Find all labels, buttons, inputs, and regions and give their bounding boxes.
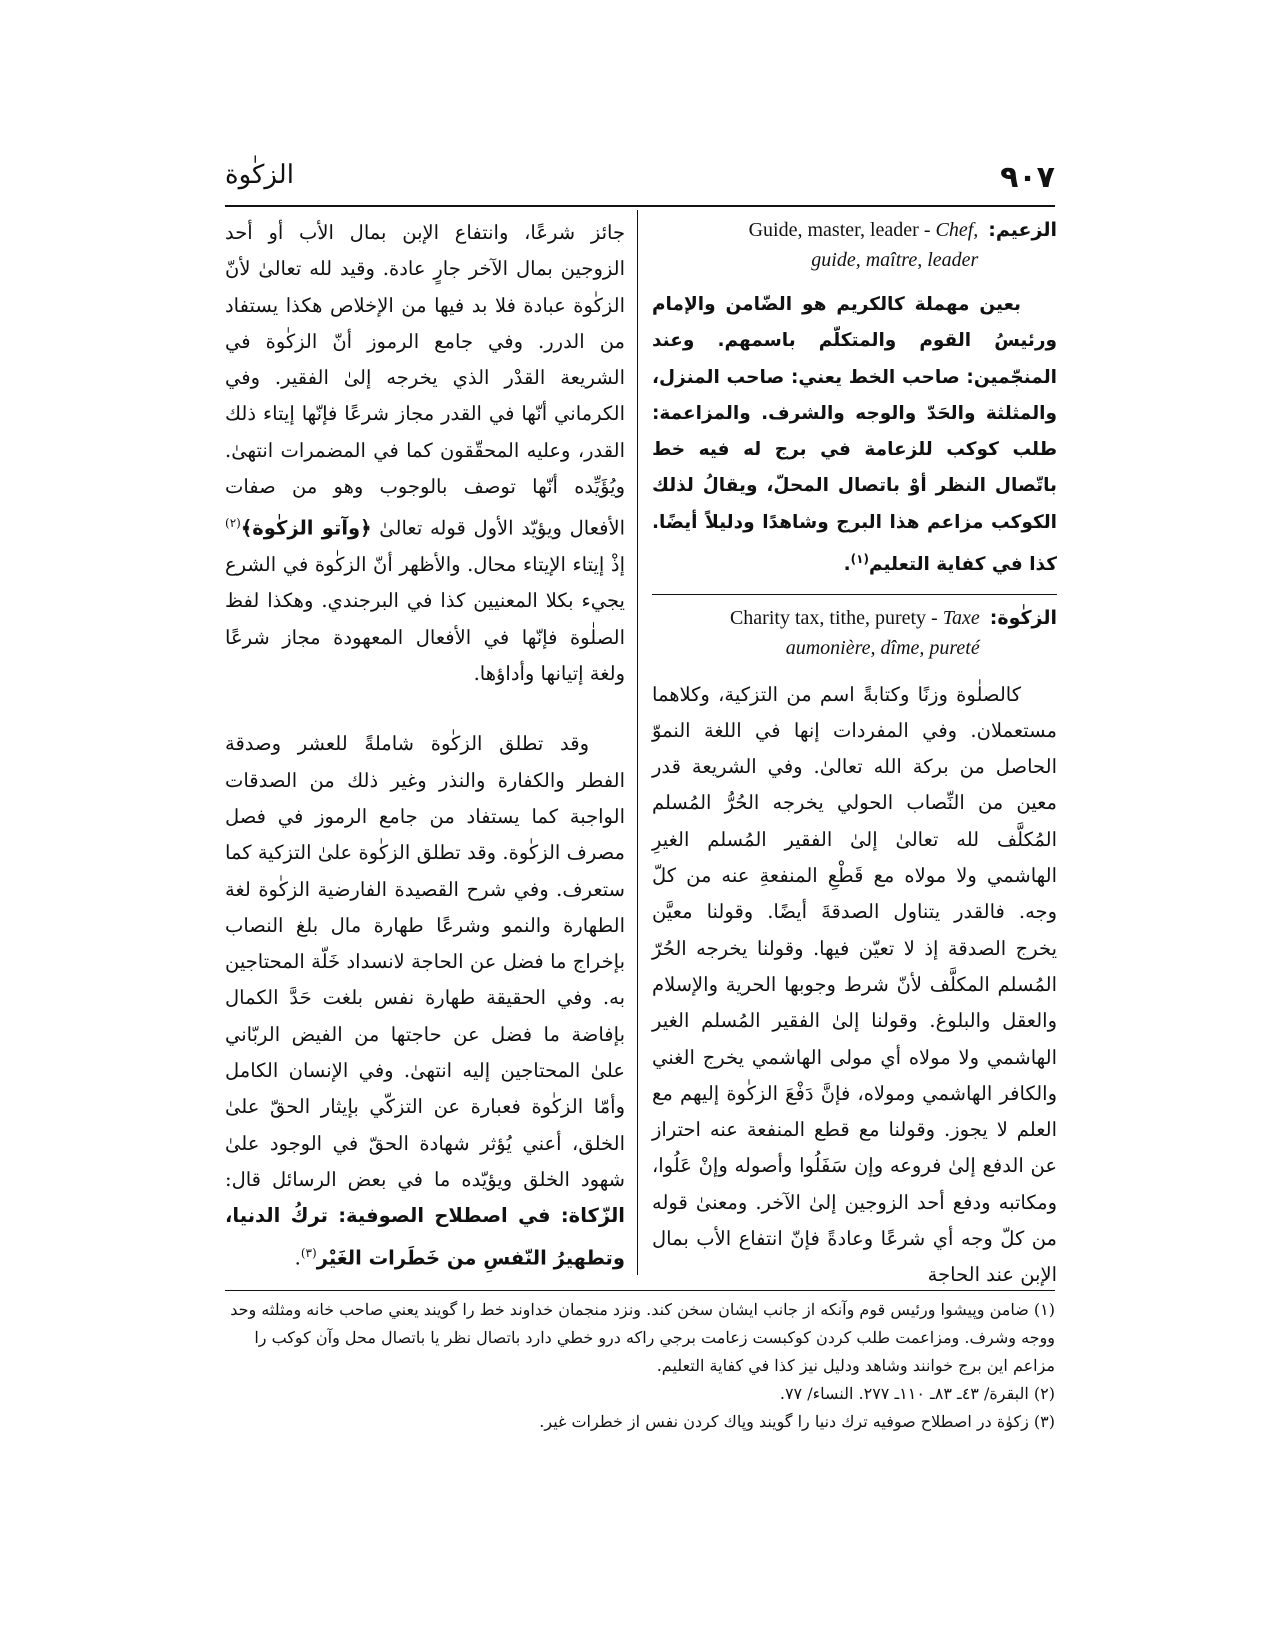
headword: الزكٰوة: <box>989 606 1057 629</box>
footnote-2: (٢) البقرة/ ٤٣ـ ٨٣ـ ١١٠ـ ٢٧٧. النساء/ ٧٧. <box>779 1384 1055 1403</box>
entry-heading <box>652 603 1057 663</box>
quran-quote: ﴿وآتو الزكٰوة﴾ <box>240 516 372 540</box>
paragraph-end: . <box>294 1246 301 1270</box>
entry-zaim <box>652 215 1057 584</box>
footnote-ref: (١) <box>850 552 869 567</box>
bold-definition: الزّكاة: في اصطلاح الصوفية: تركُ الدنيا، وتطهيرُ النّفسِ من خَطَرات الغَيْر <box>225 1204 625 1270</box>
translation-en: Guide, master, leader - <box>748 219 936 241</box>
footnote-ref: (٣) <box>300 1245 317 1260</box>
entry-body-text: بعين مهملة كالكريم هو الضّامن والإمام ورئيسُ القوم والمتكلّم باسمهم. وعند المنجّمين: صاحب الخط يعني: صاحب المنزل، والمثلثة والحَدّ والوجه والشرف. والمزاعمة: طلب كوكب للزعامة في برج له فيه خط باتّصال النظر أوْ باتصال المحلّ، ويقالُ لذلك الكوكب مزاعم هذا البرج وشاهدًا ودليلاً أيضًا. كذا في كفاية التعليم <box>652 294 1057 576</box>
translation <box>652 603 980 663</box>
page-number: ٩٠٧ <box>1000 160 1055 195</box>
translation-fr-b: aumonière, dîme, pureté <box>785 636 980 659</box>
footnote-1: (١) ضامن وپيشوا ورئيس قوم وآنكه از جانب ايشان سخن كند. ونزد منجمان خداوند خط را گويند يعني صاحب خانه ومثلثه وحد ووجه وشرف. ومزاعمت طلب كردن كوكبست زعامت برجي راكه درو خطي دارد باتصال نظر يا باتصال محل وآن كوكب را مزاعم اين برج خوانند وشاهد ودليل نيز كذا في كفاية التعليم. <box>230 1300 1055 1375</box>
translation-fr-a: Taxe <box>942 606 980 629</box>
right-column <box>652 215 1057 1294</box>
footnote-3: (٣) زكوٰة در اصطلاح صوفيه ترك دنيا را گويند وپاك كردن نفس از خطرات غير. <box>539 1412 1055 1431</box>
footnotes <box>225 1296 1055 1436</box>
paragraph-text: جائز شرعًا، وانتفاع الإبن بمال الأب أو أحد الزوجين بمال الآخر جارٍ عادة. وقيد لله تعالىٰ لأنّ الزكٰوة عبادة فلا بد فيها من الإخلاص هكذا يستفاد من الدرر. وفي جامع الرموز أنّ الزكٰوة في الشريعة القدْر الذي يخرجه إلىٰ الفقير. وفي الكرماني أنّها في القدر مجاز شرعًا فإنّها إيتاء ذلك القدر، وعليه المحقّقون كما في المضمرات انتهىٰ. ويُؤَيِّده أنّها توصف بالوجوب وهو من صفات الأفعال ويؤيّد الأول قوله تعالىٰ <box>225 221 625 540</box>
paragraph <box>225 726 625 1276</box>
footnote-rule <box>225 1290 1055 1291</box>
header-rule <box>225 205 1055 207</box>
paragraph <box>225 215 625 692</box>
translation-fr-a: Chef, <box>935 219 979 241</box>
entry-text: بعين مهملة كالكريم هو الضّامن والإمام ورئيسُ القوم والمتكلّم باسمهم. وعند المنجّمين: صاحب الخط يعني: صاحب المنزل، والمثلثة والحَدّ والوجه والشرف. والمزاعمة: طلب كوكب للزعامة في برج له فيه خط باتّصال النظر أوْ باتصال المحلّ، ويقالُ لذلك الكوكب مزاعم هذا البرج وشاهدًا ودليلاً أيضًا. كذا في كفاية التعليم$^{(١)}$. <box>652 294 1057 576</box>
translation-fr-b: guide, maître, leader <box>811 249 979 271</box>
entry-body-text: كالصلٰوة وزنًا وكتابةً اسم من التزكية، وكلاهما مستعملان. وفي المفردات إنها في اللغة النموّ الحاصل من بركة الله تعالىٰ. وفي الشريعة قدر معين من النِّصاب الحولي يخرجه الحُرُّ المُسلم المُكلَّف لله تعالىٰ إلىٰ الفقير المُسلم الغيرِ الهاشمي ولا مولاه مع قَطْعِ المنفعةِ عنه من كلّ وجه. فالقدر يتناول الصدقةَ أيضًا. وقولنا معيَّن يخرج الصدقة إذ لا تعيّن فيها. وقولنا يخرجه الحُرّ المُسلم المكلَّف لأنّ شرط وجوبها الحرية والإسلام والعقل والبلوغ. وقولنا إلىٰ الفقير المُسلم الغير الهاشمي ولا مولاه أي مولى الهاشمي يخرج الغني والكافر الهاشمي ومولاه، فإنَّ دَفْعَ الزكٰوة إليهم مع العلم لا يجوز. وقولنا مع قطع المنفعة عنه احتراز عن الدفع إلىٰ فروعه وإن سَفَلُوا وأصوله وإنْ عَلُوا، ومكاتبه ودفع أحد الزوجين إلىٰ الآخر. ومعنىٰ قوله من كلّ وجه أي شرعًا وعادةً فإنّ انتفاع الأب بمال الإبن عند الحاجة <box>652 682 1057 1287</box>
headword: الزعيم: <box>988 219 1057 241</box>
entry-text <box>652 677 1057 1294</box>
left-column <box>225 215 625 1276</box>
footnote-ref: (٢) <box>225 516 241 531</box>
paragraph-text: وقد تطلق الزكٰوة شاملةً للعشر وصدقة الفطر والكفارة والنذر وغير ذلك من الصدقات الواجبة كما يستفاد من جامع الرموز في فصل مصرف الزكٰوة. وقد تطلق الزكٰوة علىٰ التزكية كما ستعرف. وفي شرح القصيدة الفارضية الزكٰوة لغة الطهارة والنمو وشرعًا طهارة مال بلغ النصاب بإخراج ما فضل عن الحاجة لانسداد خَلّة المحتاجين به. وفي الحقيقة طهارة نفس بلغت حَدَّ الكمال بإفاضة ما فضل عن حاجتها من الفيض الربّاني علىٰ المحتاجين إليه انتهىٰ. وفي الإنسان الكامل وأمّا الزكٰوة فعبارة عن التزكّي بإيثار الحقّ علىٰ الخلق، أعني يُؤثر شهادة الحقّ في الوجود علىٰ شهود الخلق ويؤيّده ما في بعض الرسائل قال: <box>225 732 625 1191</box>
translation-en: Charity tax, tithe, purety - <box>729 606 943 629</box>
running-title: الزكٰوة <box>225 160 294 190</box>
translation <box>652 215 978 275</box>
entry-heading <box>652 215 1057 275</box>
column-divider <box>637 210 638 1275</box>
paragraph-text: إذْ إيتاء الإيتاء محال. والأظهر أنّ الزكٰوة في الشرع يجيء بكلا المعنيين كذا في البرجندي. وهكذا لفظ الصلٰوة فإنّها في الأفعال المعهودة مجاز شرعًا ولغة إتيانها وأداؤها. <box>225 553 625 686</box>
page-header <box>225 160 1055 200</box>
entry-zakat <box>652 594 1057 1294</box>
entry-body <box>652 287 1057 584</box>
entry-body <box>652 677 1057 1294</box>
